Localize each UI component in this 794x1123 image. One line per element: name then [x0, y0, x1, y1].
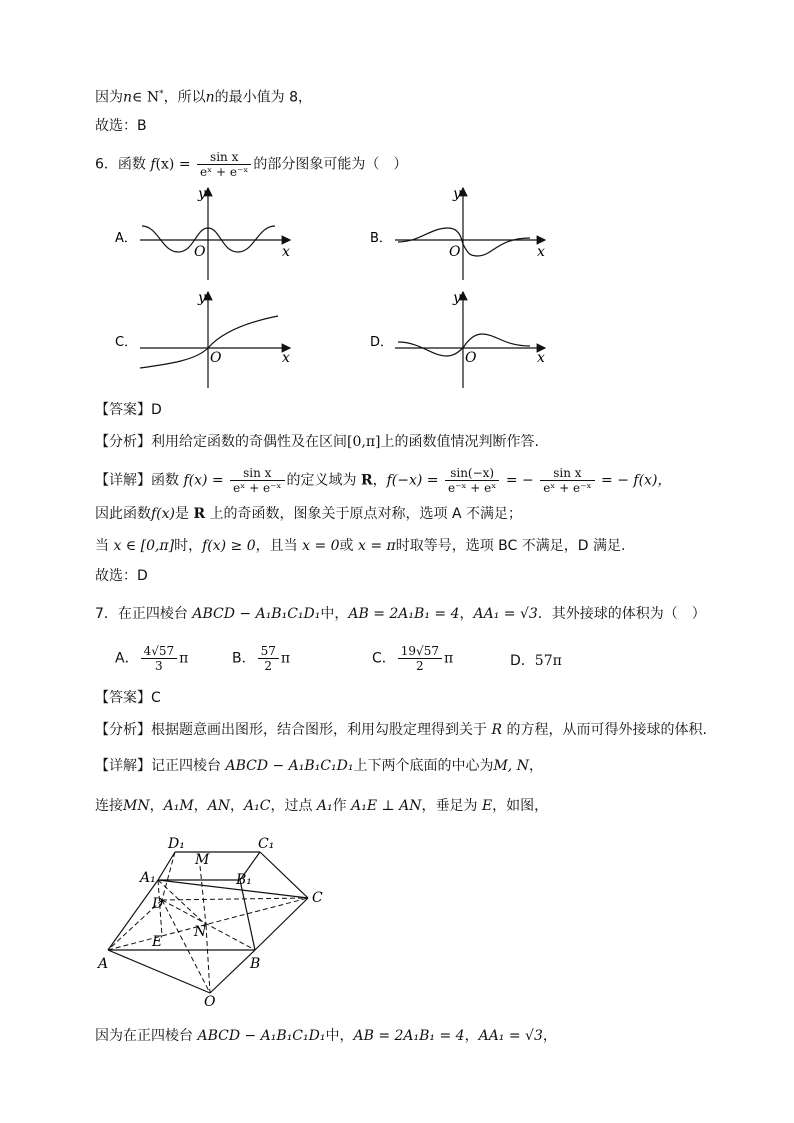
svg-text:C₁: C₁ [258, 836, 275, 852]
svg-text:A: A [98, 956, 109, 972]
svg-text:M: M [195, 852, 210, 868]
option-7-C[interactable]: C． $\frac{19√57}{2}$ π [372, 644, 454, 673]
svg-text:D．: D． [370, 335, 394, 350]
svg-text:O: O [194, 244, 206, 260]
svg-text:O: O [449, 244, 461, 260]
frustum-figure [90, 828, 350, 1008]
svg-text:O: O [465, 350, 477, 366]
detail-6-line2: 因此函数f(x)是 R 上的奇函数，图象关于原点对称，选项 A 不满足； [95, 506, 523, 522]
svg-text:A．: A． [115, 231, 137, 246]
svg-text:O: O [210, 350, 222, 366]
graph-C[interactable] [115, 290, 290, 388]
option-7-A[interactable]: A． $\frac{4√57}{3}$ π [115, 644, 189, 673]
svg-text:y: y [453, 186, 461, 202]
svg-text:N: N [194, 924, 207, 940]
svg-text:x: x [537, 350, 545, 366]
graph-B[interactable] [370, 186, 545, 280]
graph-D[interactable] [370, 290, 545, 388]
question-7: 7．在正四棱台 ABCD − A₁B₁C₁D₁中，AB = 2A₁B₁ = 4，AA₁ = √3．其外接球的体积为（ ） [95, 606, 706, 622]
text-line-last: 因为在正四棱台 ABCD − A₁B₁C₁D₁中，AB = 2A₁B₁ = 4，AA₁ = √3， [95, 1028, 557, 1044]
svg-text:y: y [453, 290, 461, 306]
svg-text:y: y [198, 290, 206, 306]
answer-6: 【答案】D [95, 402, 162, 418]
svg-text:E: E [152, 934, 163, 950]
question-6: 6．函数 f(x) = $\frac{\text{sin x}}{\text{eˣ + e⁻ˣ}}$ 的部分图象可能为（ ） [95, 150, 408, 179]
text-line: 因为n∈ N*，所以n的最小值为 8， [95, 89, 312, 106]
answer-7: 【答案】C [95, 690, 161, 706]
svg-text:D: D [152, 896, 164, 912]
detail-6-line3: 当 x ∈ [0,π]时，f(x) ≥ 0，且当 x = 0或 x = π时取等号，选项 BC 不满足，D 满足. [95, 538, 626, 554]
svg-text:O: O [204, 994, 216, 1008]
svg-text:x: x [282, 244, 290, 260]
text-line: 故选：B [95, 118, 147, 134]
analysis-6: 【分析】利用给定函数的奇偶性及在区间[0,π]上的函数值情况判断作答. [95, 434, 539, 450]
detail-6: 【详解】函数 f(x) = $\frac{\text{sin x}}{\text{eˣ + e⁻ˣ}}$ 的定义域为 R，f(−x) = $\frac{\sin(-x)}{\text{e⁻ˣ + eˣ}}$ = − $\frac{\text{sin x}}{\text{eˣ + e⁻ˣ}}$ = − f(x)， [95, 466, 672, 495]
svg-text:C: C [312, 890, 323, 906]
svg-text:y: y [198, 186, 206, 202]
svg-text:C．: C． [115, 335, 138, 350]
option-7-B[interactable]: B． $\frac{57}{2}$ π [232, 644, 291, 673]
svg-text:x: x [537, 244, 545, 260]
svg-text:B．: B． [370, 231, 392, 246]
svg-text:x: x [282, 350, 290, 366]
option-7-D[interactable]: D．57π [510, 653, 562, 669]
svg-text:A₁: A₁ [140, 870, 156, 886]
svg-text:B: B [250, 956, 261, 972]
analysis-7: 【分析】根据题意画出图形，结合图形，利用勾股定理得到关于 R 的方程，从而可得外接球的体积. [95, 722, 707, 738]
graph-options [0, 180, 794, 410]
graph-A[interactable] [115, 186, 290, 280]
svg-text:B₁: B₁ [236, 872, 252, 888]
detail-7-line2: 连接MN，A₁M，AN，A₁C，过点 A₁作 A₁E ⊥ AN，垂足为 E，如图， [95, 798, 549, 814]
svg-text:D₁: D₁ [168, 836, 185, 852]
text-line: 故选：D [95, 568, 148, 584]
detail-7: 【详解】记正四棱台 ABCD − A₁B₁C₁D₁上下两个底面的中心为M, N， [95, 758, 543, 774]
